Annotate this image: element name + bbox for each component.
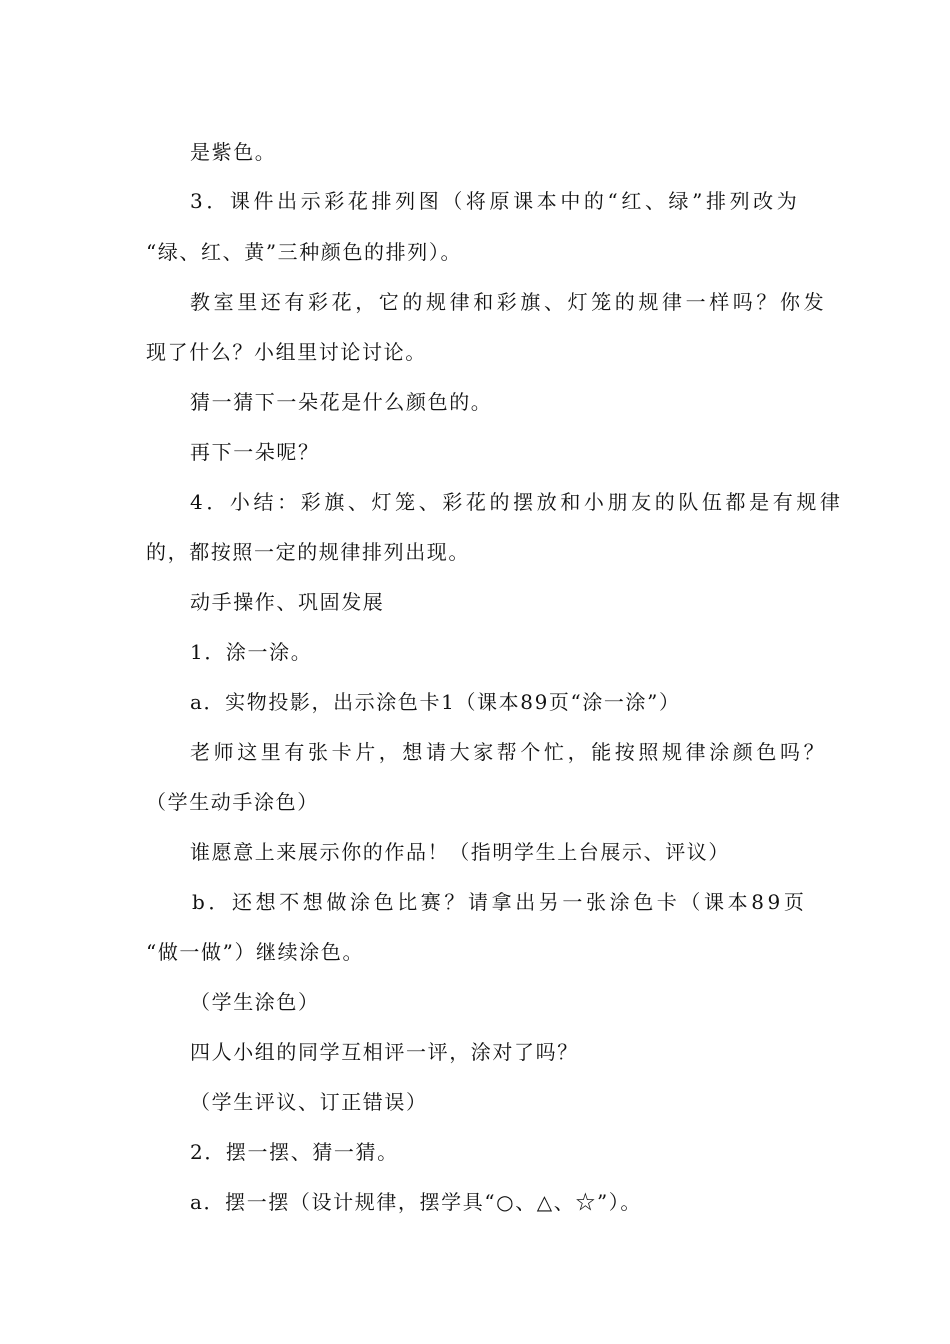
text-line-18: （学生涂色） bbox=[190, 990, 320, 1014]
text-line-4: 教室里还有彩花，它的规律和彩旗、灯笼的规律一样吗？你发 bbox=[190, 290, 828, 314]
text-line-2: 3．课件出示彩花排列图（将原课本中的“红、绿”排列改为 bbox=[190, 189, 801, 213]
text-line-15: 谁愿意上来展示你的作品！（指明学生上台展示、评议） bbox=[190, 840, 730, 864]
text-line-14: （学生动手涂色） bbox=[146, 790, 319, 814]
text-line-1: 是紫色。 bbox=[190, 140, 277, 164]
text-line-17: “做一做”）继续涂色。 bbox=[146, 940, 365, 964]
text-line-11: 1．涂一涂。 bbox=[190, 640, 313, 664]
text-line-13: 老师这里有张卡片，想请大家帮个忙，能按照规律涂颜色吗？ bbox=[190, 740, 828, 764]
text-line-21: 2．摆一摆、猜一猜。 bbox=[190, 1140, 399, 1164]
text-line-9: 的，都按照一定的规律排列出现。 bbox=[146, 540, 470, 564]
text-line-16: b．还想不想做涂色比赛？请拿出另一张涂色卡（课本89页 bbox=[192, 890, 808, 914]
section-heading: 动手操作、巩固发展 bbox=[190, 590, 385, 614]
text-line-6: 猜一猜下一朵花是什么颜色的。 bbox=[190, 390, 493, 414]
text-line-12: a．实物投影，出示涂色卡1（课本89页“涂一涂”） bbox=[190, 690, 681, 714]
text-line-19: 四人小组的同学互相评一评，涂对了吗？ bbox=[190, 1040, 579, 1064]
text-line-3: “绿、红、黄”三种颜色的排列）。 bbox=[146, 240, 463, 264]
text-line-7: 再下一朵呢？ bbox=[190, 440, 320, 464]
text-line-20: （学生评议、订正错误） bbox=[190, 1090, 428, 1114]
text-line-8: 4．小结：彩旗、灯笼、彩花的摆放和小朋友的队伍都是有规律 bbox=[190, 490, 844, 514]
text-line-5: 现了什么？小组里讨论讨论。 bbox=[146, 340, 427, 364]
text-line-22: a．摆一摆（设计规律，摆学具“○、△、☆”）。 bbox=[190, 1190, 643, 1214]
